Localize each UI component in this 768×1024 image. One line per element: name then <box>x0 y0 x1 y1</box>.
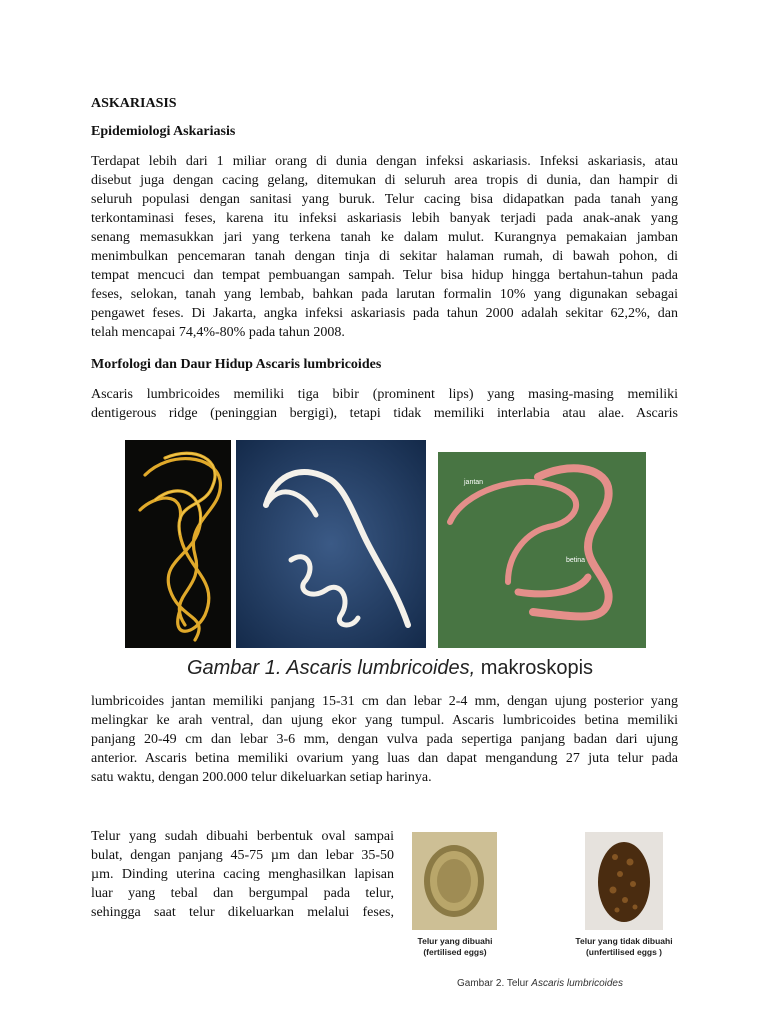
section-heading-epidemiologi: Epidemiologi Askariasis <box>91 124 236 139</box>
text-line: Telur yang sudah dibuahi berbentuk oval sampai <box>91 829 394 844</box>
text-line: tempat mencuci dan tempat pembuangan sampah. Telur bisa hidup hingga bertahun-tahun pada <box>91 268 678 283</box>
figure-2-caption-italic: Ascaris lumbricoides <box>531 978 623 989</box>
text-line: panjang 20-49 cm dan lebar 3-6 mm, dengan vulva pada sepertiga panjang badan dari ujung <box>91 732 678 747</box>
section-heading-morfologi: Morfologi dan Daur Hidup Ascaris lumbricoides <box>91 357 382 372</box>
worm-photo-white <box>236 440 426 648</box>
worm-photo-pink <box>438 452 646 648</box>
text-line: melingkar ke arah ventral, dan ujung ekor yang tumpul. Ascaris lumbricoides betina memiliki <box>91 713 678 728</box>
egg-photo-unfertilised <box>585 832 663 930</box>
egg-caption-unfertilised-line1: Telur yang tidak dibuahi <box>575 936 673 946</box>
text-line: luar yang tebal dan bergumpal pada telur, <box>91 886 394 901</box>
text-line: sehingga saat telur dikeluarkan melalui feses, <box>91 905 394 920</box>
worm-photo-yellow <box>125 440 231 648</box>
label-betina: betina <box>566 557 586 564</box>
figure-1-caption-italic: Gambar 1. Ascaris lumbricoides, <box>186 657 476 679</box>
text-line: lumbricoides jantan memiliki panjang 15-31 cm dan lebar 2-4 mm, dengan ujung posterior yang <box>91 694 678 709</box>
text-line: feses, selokan, tanah yang lembab, bahkan pada larutan formalin 10% yang digunakan sebagai <box>91 287 678 302</box>
text-line: Terdapat lebih dari 1 miliar orang di dunia dengan infeksi askariasis. Infeksi askariasis, atau <box>91 154 678 169</box>
text-line: µm. Dinding uterina cacing menghasilkan lapisan <box>91 867 394 882</box>
egg-caption-unfertilised-line2: (unfertilised eggs ) <box>585 947 663 957</box>
egg-caption-fertilised <box>404 936 506 958</box>
text-line: terkontaminasi feses, karena itu infeksi askariasis lebih banyak terjadi pada anak-anak yang <box>91 211 678 226</box>
label-jantan: jantan <box>464 479 484 486</box>
figure-2-caption <box>440 978 640 989</box>
egg-caption-fertilised-line1: Telur yang dibuahi <box>417 936 493 946</box>
text-line: satu waktu, dengan 200.000 telur dikeluarkan setiap harinya. <box>91 770 432 785</box>
egg-caption-fertilised-line2: (fertilised eggs) <box>423 947 487 957</box>
paragraph-morfologi-a <box>91 385 678 423</box>
text-line: seluruh populasi dengan sanitasi yang buruk. Telur cacing bisa didapatkan pada tanah yang <box>91 192 678 207</box>
text-line: dentigerous ridge (peninggian bergigi), tetapi tidak memiliki interlabia atau alae. Ascaris <box>91 406 678 421</box>
text-line: anterior. Ascaris betina memiliki ovarium yang luas dan dapat mengandung 27 juta telur pada <box>91 751 678 766</box>
figure-1-caption <box>180 657 600 680</box>
text-line: Ascaris lumbricoides memiliki tiga bibir (prominent lips) yang masing-masing memiliki <box>91 387 678 402</box>
text-line: menimbulkan pencemaran tanah dengan tinja di sekitar halaman rumah, di bawah pohon, di <box>91 249 678 264</box>
text-line: bulat, dengan panjang 45-75 µm dan lebar 35-50 <box>91 848 394 863</box>
text-line: telah mencapai 74,4%-80% pada tahun 2008. <box>91 325 345 340</box>
text-line: senang memasukkan jari yang terkena tanah ke dalam mulut. Kurangnya pemakaian jamban <box>91 230 678 245</box>
figure-1-caption-rest: makroskopis <box>475 657 594 679</box>
text-line: disebut juga dengan cacing gelang, ditemukan di seluruh area tropis di dunia, dan hampir di <box>91 173 678 188</box>
paragraph-epidemiologi <box>91 152 678 342</box>
egg-photo-fertilised <box>412 832 497 930</box>
text-line: pengawet feses. Di Jakarta, angka infeksi askariasis pada tahun 2000 adalah sekitar 62,2%, dan <box>91 306 678 321</box>
figure-2-caption-plain: Gambar 2. Telur <box>457 978 532 989</box>
egg-caption-unfertilised <box>566 936 682 958</box>
paragraph-morfologi-b <box>91 692 678 787</box>
paragraph-telur <box>91 827 394 922</box>
document-title: ASKARIASIS <box>91 96 177 111</box>
